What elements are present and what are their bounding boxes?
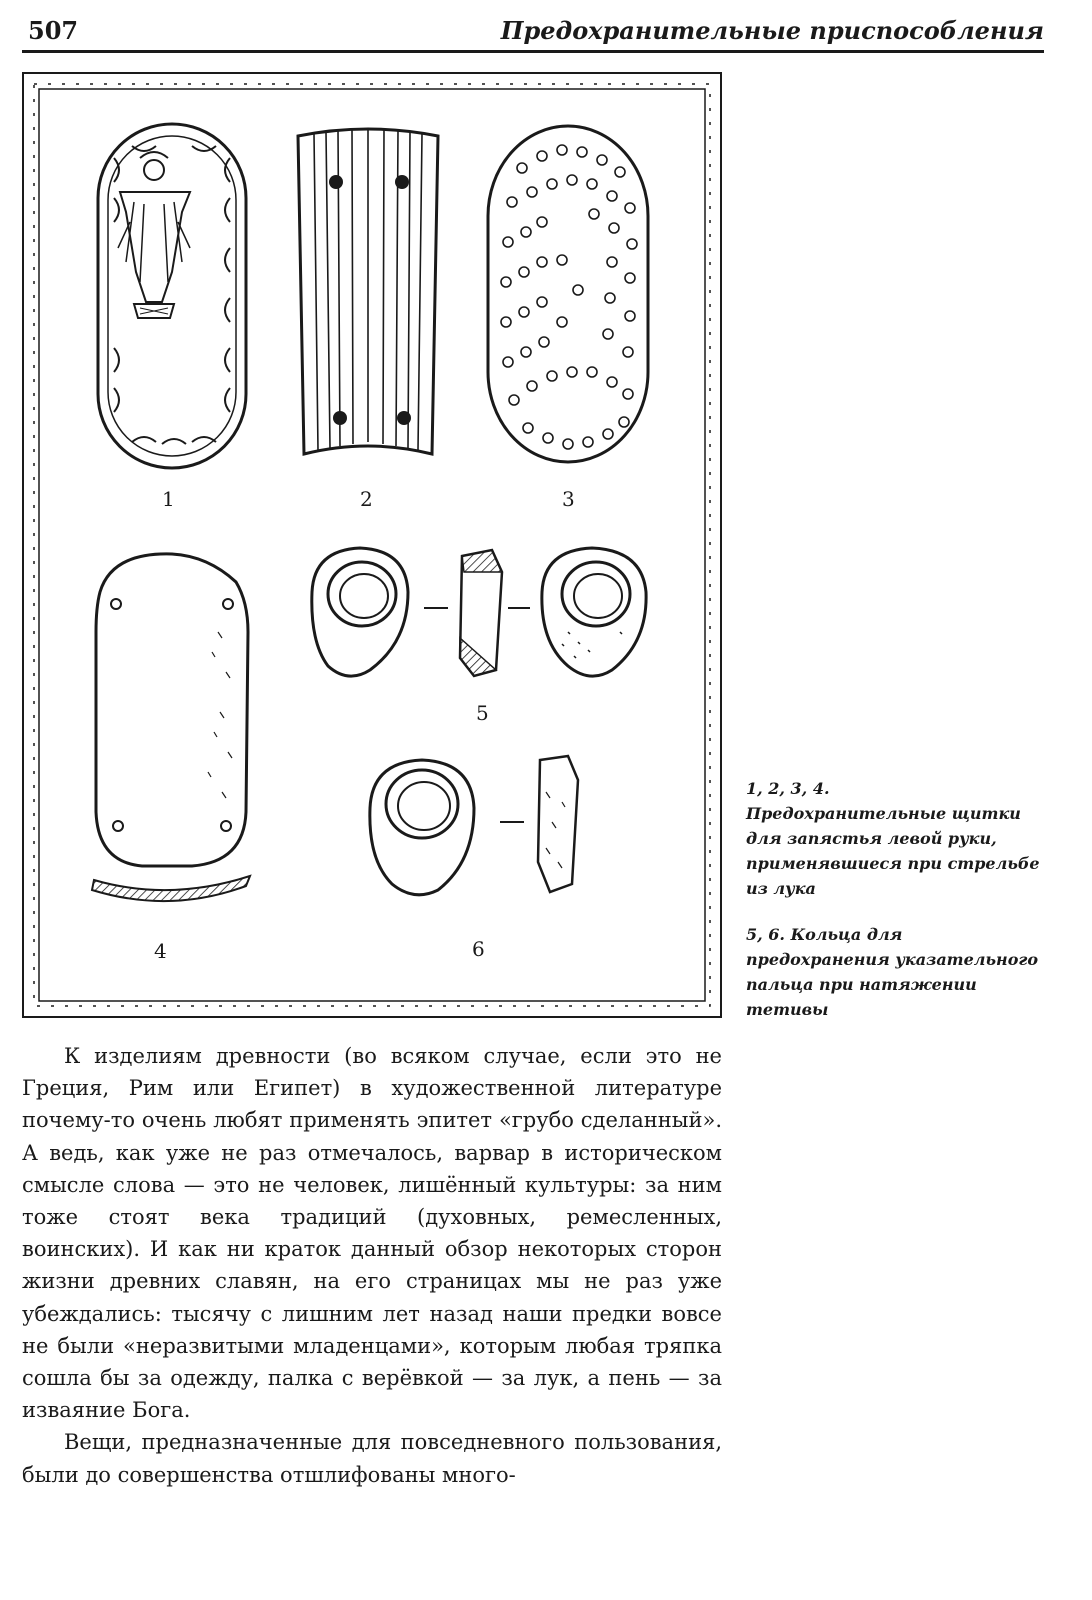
header-rule <box>22 50 1044 53</box>
figure-label-5: 5 <box>476 701 489 725</box>
body-text <box>22 1040 722 1491</box>
wrist-guard-3 <box>488 126 648 462</box>
caption-text: Предохранительные щитки для запястья левой руки, применявшиеся при стрельбе из лука <box>746 804 1040 898</box>
paragraph: Вещи, предназначенные для повседневного пользования, были до совершенства отшлифованы много- <box>22 1430 722 1487</box>
figure-caption-1 <box>746 776 1051 901</box>
figure-label-6: 6 <box>472 937 485 961</box>
page-number: 507 <box>28 16 79 45</box>
wrist-guard-2 <box>298 128 438 454</box>
figure-caption-2 <box>746 922 1051 1022</box>
wrist-guard-4 <box>92 554 250 901</box>
figure-label-1: 1 <box>162 487 175 511</box>
caption-text: Кольца для предохранения указательного пальца при натяжении тетивы <box>746 925 1039 1019</box>
figure-label-4: 4 <box>154 939 167 963</box>
figure-illustration <box>22 72 722 1018</box>
caption-numbers: 5, 6. <box>746 925 785 944</box>
running-title: Предохранительные приспособления <box>500 16 1044 45</box>
wrist-guard-1 <box>98 124 246 468</box>
figure-label-2: 2 <box>360 487 373 511</box>
figure-label-3: 3 <box>562 487 575 511</box>
caption-numbers: 1, 2, 3, 4. <box>746 779 830 798</box>
thumb-ring-6 <box>370 756 578 895</box>
paragraph: К изделиям древности (во всяком случае, если это не Греция, Рим или Египет) в художественной литературе почему-то очень любят применять эпитет «грубо сделанный». А ведь, как уже не раз отмечалось, варвар в историческом смысле слова — это не человек, лишённый культуры: за ним тоже стоят века традиций (духовных, ремесленных, воинских). И как ни краток данный обзор некоторых сторон жизни древних славян, на его страницах мы не раз уже убеждались: тысячу с лишним лет назад наши предки вовсе не были «неразвитыми младенцами», которым любая тряпка сошла бы за одежду, палка с верёвкой — за лук, а пень — за изваяние Бога. <box>22 1044 722 1423</box>
thumb-ring-5 <box>312 548 646 676</box>
